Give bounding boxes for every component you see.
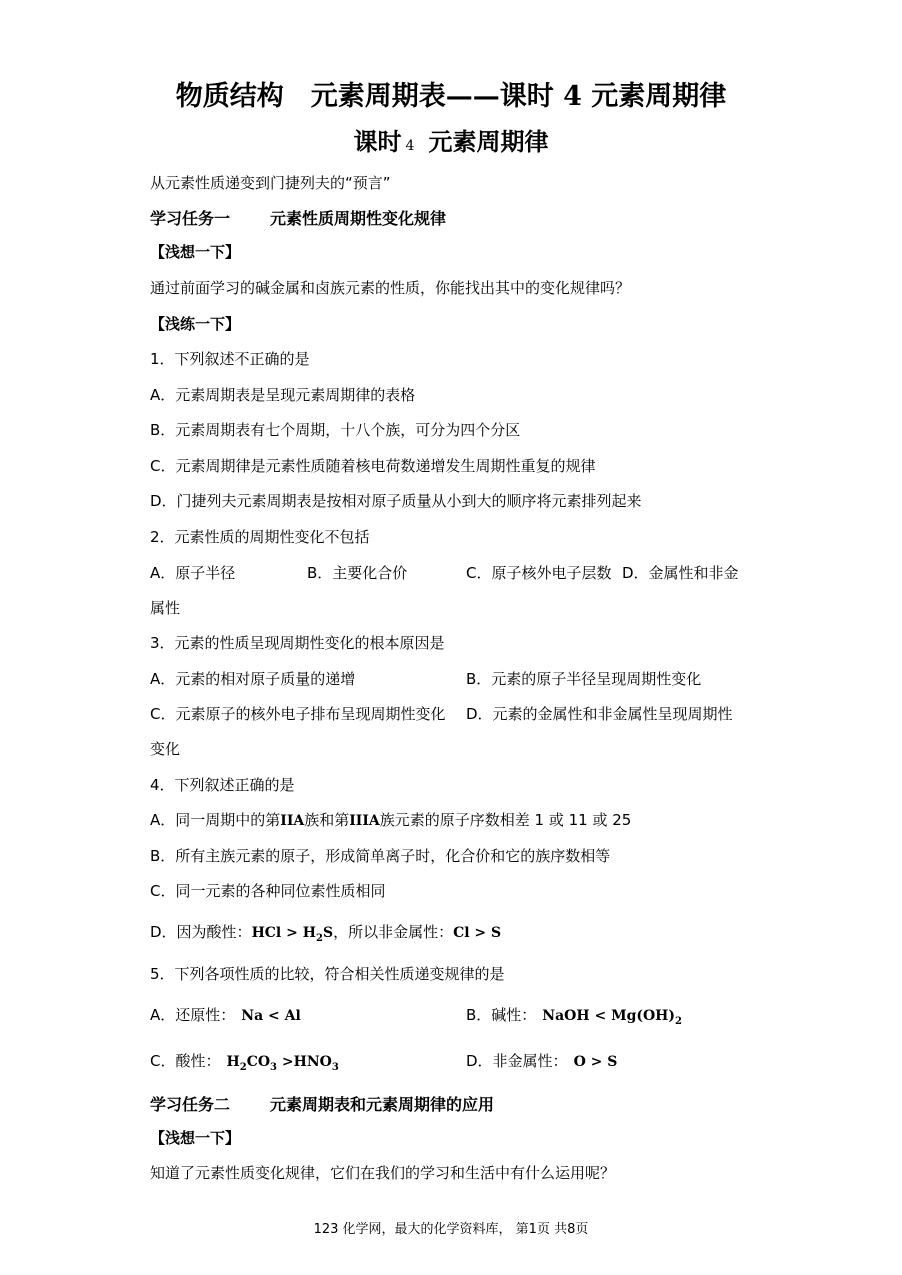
q4-option-c: C．同一元素的各种同位素性质相同 xyxy=(150,882,386,900)
formula-part: >HNO xyxy=(277,1054,332,1070)
q5-b-text: B．碱性： xyxy=(466,1006,537,1024)
q4-d-text-2: ，所以非金属性： xyxy=(333,923,454,941)
lesson-subtitle xyxy=(0,122,902,157)
q4-option-b: B．所有主族元素的原子，形成简单离子时，化合价和它的族序数相等 xyxy=(150,847,611,865)
q5-d-text: D．非金属性： xyxy=(466,1052,568,1070)
task2-heading xyxy=(150,1092,494,1115)
q1-option-d: D．门捷列夫元素周期表是按相对原子质量从小到大的顺序将元素排列起来 xyxy=(150,492,642,510)
q4-a-text-1: A．同一周期中的第 xyxy=(150,811,281,829)
q3-option-d-continued: 变化 xyxy=(150,740,181,758)
q2-option-c: C．原子核外电子层数 xyxy=(466,564,612,582)
q3-option-a: A．元素的相对原子质量的递增 xyxy=(150,670,356,688)
task2-label: 学习任务二 xyxy=(150,1095,231,1114)
q1-option-a: A．元素周期表是呈现元素周期律的表格 xyxy=(150,386,416,404)
formula-part: HCl > H xyxy=(251,925,316,941)
q5-a-text: A．还原性： xyxy=(150,1006,236,1024)
acidity-formula xyxy=(251,925,334,944)
task1-heading xyxy=(150,206,446,229)
task2-name: 元素周期表和元素周期律的应用 xyxy=(270,1095,495,1114)
q5-c-formula xyxy=(226,1054,339,1073)
q2-stem: 2．元素性质的周期性变化不包括 xyxy=(150,528,370,546)
q5-option-d xyxy=(466,1050,617,1071)
formula-subscript: 3 xyxy=(270,1061,277,1073)
group-iia-label: IIA xyxy=(280,813,305,829)
q4-a-text-2: 族和第 xyxy=(304,811,350,829)
q5-stem: 5．下列各项性质的比较，符合相关性质递变规律的是 xyxy=(150,965,505,983)
q5-option-c xyxy=(150,1050,339,1073)
think2-text: 知道了元素性质变化规律，它们在我们的学习和生活中有什么运用呢？ xyxy=(150,1164,616,1182)
q4-option-a xyxy=(150,809,631,830)
q1-option-c: C．元素周期律是元素性质随着核电荷数递增发生周期性重复的规律 xyxy=(150,457,596,475)
q4-d-text-1: D．因为酸性： xyxy=(150,923,252,941)
intro-line: 从元素性质递变到门捷列夫的“预言” xyxy=(150,174,391,192)
q4-option-d xyxy=(150,921,501,944)
q3-stem: 3．元素的性质呈现周期性变化的根本原因是 xyxy=(150,634,445,652)
q5-d-formula: O > S xyxy=(573,1054,618,1070)
page-footer: 123 化学网，最大的化学资料库， 第1页 共8页 xyxy=(313,1222,589,1237)
q2-option-d-continued: 属性 xyxy=(150,599,181,617)
practice-heading: 【浅练一下】 xyxy=(150,315,241,333)
group-iiia-label: IIIA xyxy=(349,813,380,829)
nonmetal-formula: Cl > S xyxy=(453,925,502,941)
document-title: 物质结构 元素周期表——课时 4 元素周期律 xyxy=(175,81,727,112)
formula-subscript: 2 xyxy=(675,1015,682,1027)
think2-heading: 【浅想一下】 xyxy=(150,1129,241,1147)
q5-a-formula: Na < Al xyxy=(241,1008,301,1024)
formula-subscript: 2 xyxy=(239,1061,247,1073)
subtitle-text: 元素周期律 xyxy=(428,127,549,156)
q5-b-formula xyxy=(542,1008,682,1027)
formula-subscript: 3 xyxy=(331,1061,339,1073)
subtitle-prefix: 课时 xyxy=(353,127,402,156)
q3-option-c: C．元素原子的核外电子排布呈现周期性变化 xyxy=(150,705,446,723)
q4-a-text-3: 族元素的原子序数相差 1 或 11 或 25 xyxy=(379,811,632,829)
q5-c-text: C．酸性： xyxy=(150,1052,221,1070)
formula-part: H xyxy=(226,1054,240,1070)
formula-part: NaOH < Mg(OH) xyxy=(542,1008,676,1024)
q3-option-b: B．元素的原子半径呈现周期性变化 xyxy=(466,670,702,688)
task1-name: 元素性质周期性变化规律 xyxy=(270,209,447,228)
q1-stem: 1．下列叙述不正确的是 xyxy=(150,350,310,368)
q2-option-d: D．金属性和非金 xyxy=(622,564,739,582)
q2-option-b: B．主要化合价 xyxy=(307,564,408,582)
formula-subscript: 2 xyxy=(315,932,323,944)
task1-label: 学习任务一 xyxy=(150,209,231,228)
think1-text: 通过前面学习的碱金属和卤族元素的性质，你能找出其中的变化规律吗？ xyxy=(150,279,631,297)
formula-part: CO xyxy=(246,1054,271,1070)
q5-option-a xyxy=(150,1004,301,1025)
formula-part: S xyxy=(322,925,334,941)
q1-option-b: B．元素周期表有七个周期，十八个族，可分为四个分区 xyxy=(150,421,521,439)
think1-heading: 【浅想一下】 xyxy=(150,243,241,261)
q5-option-b xyxy=(466,1004,682,1027)
q4-stem: 4．下列叙述正确的是 xyxy=(150,776,295,794)
q2-option-a: A．原子半径 xyxy=(150,564,236,582)
q3-option-d: D．元素的金属性和非金属性呈现周期性 xyxy=(466,705,733,723)
subtitle-number: 4 xyxy=(405,138,415,154)
